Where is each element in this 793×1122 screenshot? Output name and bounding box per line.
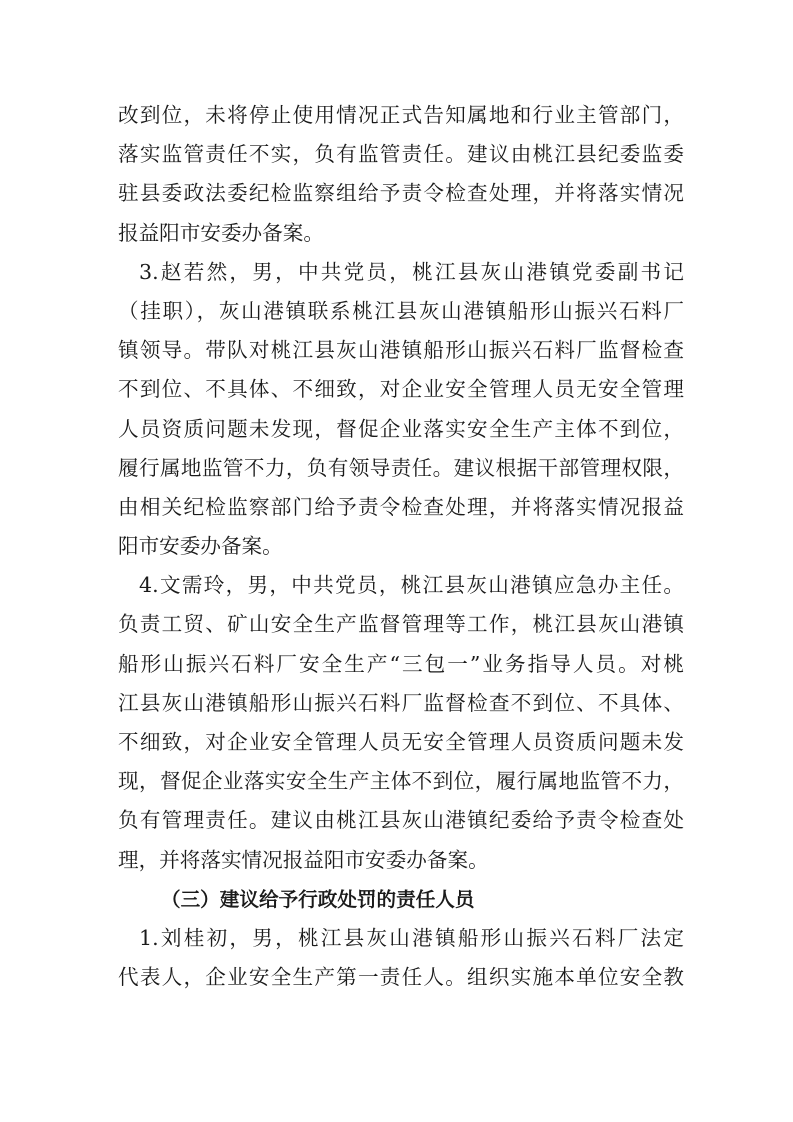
text-line: 负责工贸、矿山安全生产监督管理等工作，桃江县灰山港镇 bbox=[118, 612, 684, 637]
text-line: 镇领导。带队对桃江县灰山港镇船形山振兴石料厂监督检查 bbox=[118, 338, 684, 363]
text-line: 报益阳市安委办备案。 bbox=[118, 220, 324, 245]
text-line: 代表人，企业安全生产第一责任人。组织实施本单位安全教 bbox=[118, 965, 684, 990]
text-line: 理，并将落实情况报益阳市安委办备案。 bbox=[118, 847, 489, 872]
text-line: 由相关纪检监察部门给予责令检查处理，并将落实情况报益 bbox=[118, 494, 684, 519]
document-body bbox=[118, 96, 684, 997]
text-line: 改到位，未将停止使用情况正式告知属地和行业主管部门， bbox=[118, 103, 684, 127]
text-line: 船形山振兴石料厂安全生产“三包一”业务指导人员。对桃 bbox=[118, 651, 684, 676]
text-line: 负有管理责任。建议由桃江县灰山港镇纪委给予责令检查处 bbox=[118, 808, 684, 833]
text-line: 落实监管责任不实，负有监管责任。建议由桃江县纪委监委 bbox=[118, 142, 684, 167]
text-line: 不细致，对企业安全管理人员无安全管理人员资质问题未发 bbox=[118, 730, 684, 754]
text-line: 履行属地监管不力，负有领导责任。建议根据干部管理权限， bbox=[118, 455, 684, 480]
text-line: 阳市安委办备案。 bbox=[118, 534, 283, 559]
text-line: 驻县委政法委纪检监察组给予责令检查处理，并将落实情况 bbox=[118, 181, 684, 206]
text-line: 现，督促企业落实安全生产主体不到位，履行属地监管不力， bbox=[118, 769, 684, 794]
text-line: 人员资质问题未发现，督促企业落实安全生产主体不到位， bbox=[118, 416, 684, 441]
paragraph-start-line: 4.文需玲，男，中共党员，桃江县灰山港镇应急办主任。 bbox=[139, 573, 684, 598]
text-line: 江县灰山港镇船形山振兴石料厂监督检查不到位、不具体、 bbox=[118, 690, 684, 715]
section-heading: （三）建议给予行政处罚的责任人员 bbox=[161, 887, 475, 911]
text-line: （挂职），灰山港镇联系桃江县灰山港镇船形山振兴石料厂 bbox=[118, 298, 684, 323]
paragraph-start-line: 1.刘桂初，男，桃江县灰山港镇船形山振兴石料厂法定 bbox=[139, 925, 684, 950]
text-line: 不到位、不具体、不细致，对企业安全管理人员无安全管理 bbox=[118, 377, 684, 402]
paragraph-start-line: 3.赵若然，男，中共党员，桃江县灰山港镇党委副书记 bbox=[139, 259, 684, 284]
